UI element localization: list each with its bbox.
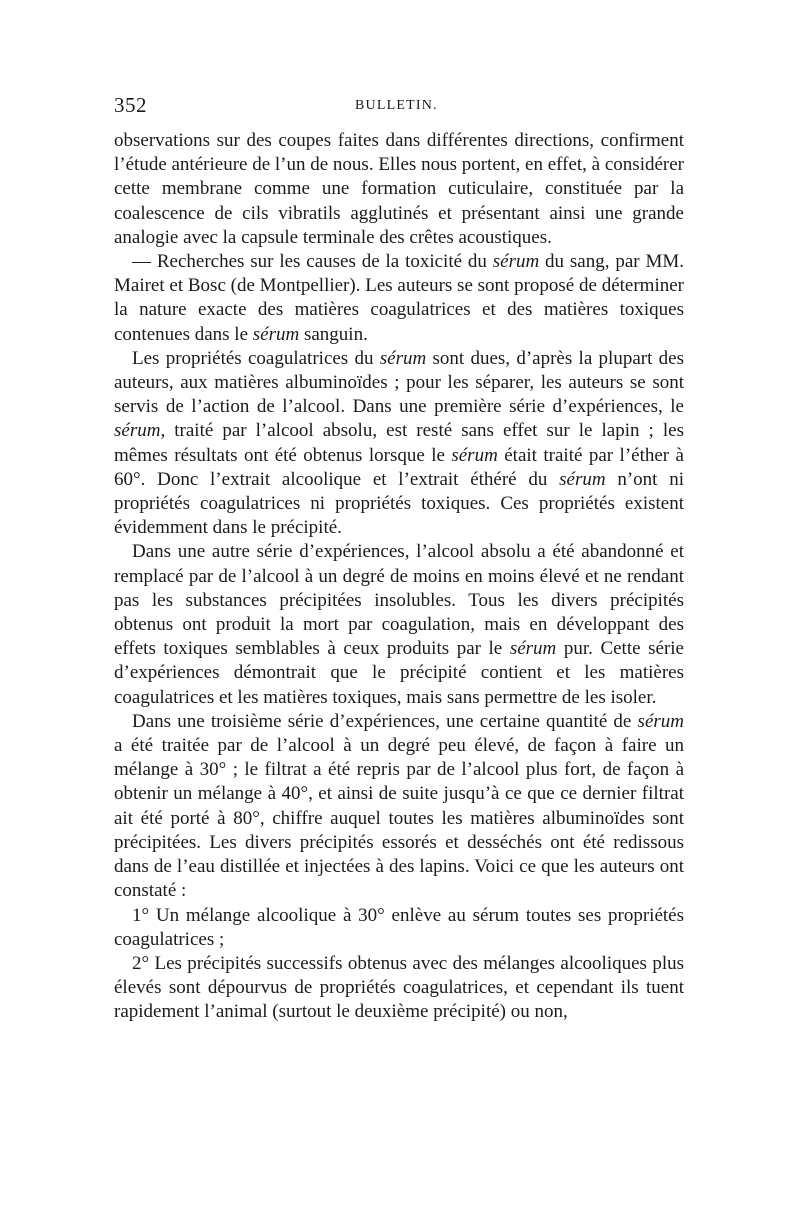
text-segment: 2° Les précipités successifs obtenus avec des mélanges alcooliques plus élevés sont dépourvus de propriétés coagulatrices, et cependant ils tuent rapidement l’animal (surtout le deuxième précipité) ou non, bbox=[114, 952, 684, 1023]
text-segment: sont dues, d’après la plupart des auteurs, aux matières albuminoïdes ; pour les séparer, les auteurs se sont servis de l’action de l’alcool. Dans une première série d’expériences, le bbox=[114, 347, 684, 418]
paragraph bbox=[114, 710, 684, 904]
text-segment: pur. Cette série d’expériences démontrait que le précipité contient et les matières coagulatrices et les matières toxiques, mais sans permettre de les isoler. bbox=[114, 638, 684, 708]
page-header bbox=[114, 93, 684, 123]
text-segment: observations sur des coupes faites dans différentes directions, confirment l’étude antérieure de l’un de nous. Elles nous portent, en effet, à considérer cette membrane comme une formation cuticulaire, constituée par la coalescence de cils vibratils agglutinés et présentant ainsi une grande analogie avec la capsule terminale des crêtes acoustiques. bbox=[114, 130, 684, 248]
italic-term: sérum bbox=[492, 251, 540, 273]
text-segment: traité par l’alcool absolu, est resté sans effet sur le lapin ; les mêmes résultats ont été obtenus lorsque le bbox=[114, 420, 684, 466]
text-segment: — Recherches sur les causes de la toxicité du bbox=[132, 251, 493, 273]
text-segment: 1° Un mélange alcoolique à 30° enlève au sérum toutes ses propriétés coagulatrices ; bbox=[114, 904, 684, 950]
paragraph bbox=[114, 129, 684, 250]
page-number: 352 bbox=[114, 93, 147, 117]
paragraph bbox=[114, 540, 684, 709]
text-segment: du sang, par MM. Mairet et Bosc (de Montpellier). Les auteurs se sont proposé de déterminer la nature exacte des matières coagulatrices et des matières toxiques contenues dans le bbox=[114, 251, 684, 345]
text-segment: Les propriétés coagulatrices du bbox=[132, 347, 380, 369]
italic-term: sérum bbox=[509, 638, 557, 660]
text-segment: Dans une troisième série d’expériences, une certaine quantité de bbox=[132, 710, 638, 732]
text-segment: Dans une autre série d’expériences, l’alcool absolu a été abandonné et remplacé par de l’alcool à un degré de moins en moins élevé et ne rendant pas les substances précipitées insolubles. Tous les divers précipités obtenus ont produit la mort par coagulation, mais en développant des effets toxiques semblables à ceux produits par le bbox=[114, 541, 684, 660]
paragraph bbox=[114, 904, 684, 952]
italic-term: sérum bbox=[252, 323, 300, 345]
text-segment: était traité par l’éther à 60°. Donc l’extrait alcoolique et l’extrait éthéré du bbox=[114, 444, 684, 490]
text-segment: a été traitée par de l’alcool à un degré peu élevé, de façon à faire un mélange à 30° ; le filtrat a été repris par de l’alcool plus fort, de façon à obtenir un mélange à 40°, et ainsi de suite jusqu’à ce que ce dernier filtrat ait été porté à 80°, chiffre auquel toutes les matières albuminoïdes sont précipitées. Les divers précipités essorés et desséchés ont été redissous dans de l’eau distillée et injectées à des lapins. Voici ce que les auteurs ont constaté : bbox=[114, 735, 684, 902]
italic-term: sérum, bbox=[114, 420, 166, 442]
body-text bbox=[114, 129, 684, 1025]
paragraph bbox=[114, 347, 684, 541]
running-title: BULLETIN. bbox=[355, 98, 438, 113]
italic-term: sérum bbox=[379, 347, 427, 369]
italic-term: sérum bbox=[637, 710, 684, 732]
text-segment: n’ont ni propriétés coagulatrices ni propriétés toxiques. Ces propriétés existent évidemment dans le précipité. bbox=[114, 468, 685, 539]
text-segment: sanguin. bbox=[299, 323, 368, 345]
paragraph bbox=[114, 250, 684, 347]
paragraph bbox=[114, 952, 684, 1025]
italic-term: sérum bbox=[451, 444, 498, 466]
italic-term: sérum bbox=[559, 468, 606, 490]
